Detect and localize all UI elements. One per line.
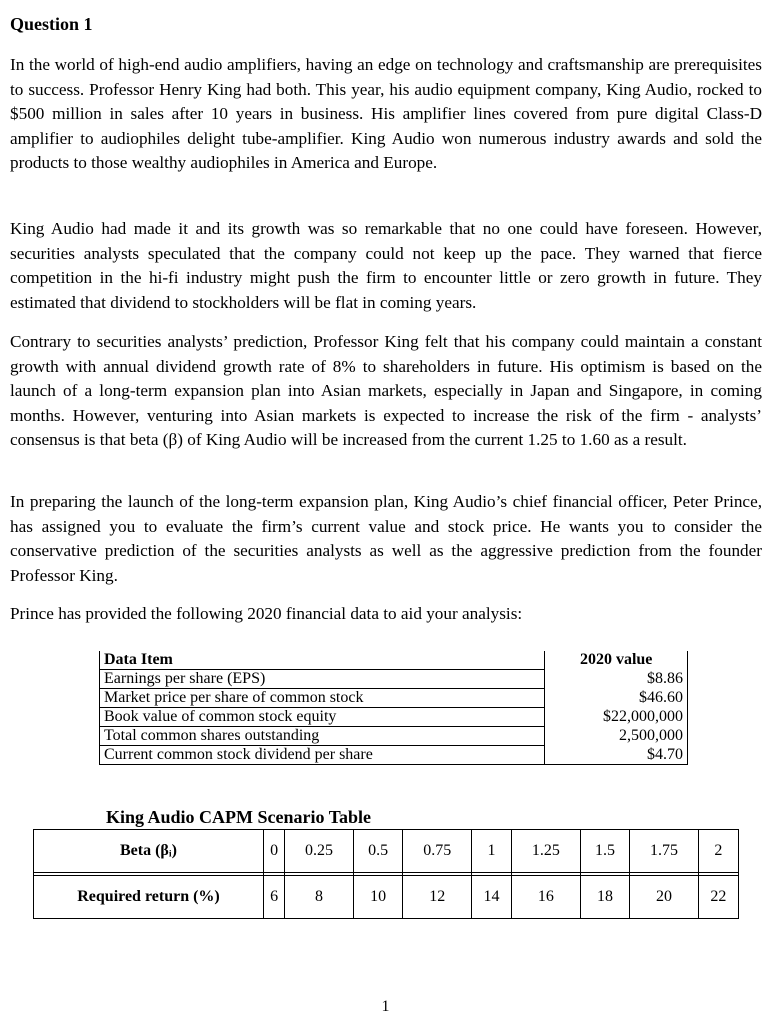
data-item-cell: Market price per share of common stock	[100, 689, 545, 708]
beta-cell: 0	[264, 830, 285, 873]
paragraph-intro: In the world of high-end audio amplifiers, having an edge on technology and craftsmanship are prerequisites to success. Professor Henry King had both. This year, his audio equipment company, King Audio, rocked to $500 million in sales after 10 years in business. His amplifier lines covered from pure digital Class-D amplifier to audiophiles delight tube-amplifier. King Audio won numerous industry awards and sold the products to those wealthy audiophiles in America and Europe.	[10, 55, 762, 173]
header-2020-value: 2020 value	[545, 651, 688, 670]
table-row	[100, 689, 688, 708]
return-cell: 20	[630, 876, 699, 919]
data-value-cell: $8.86	[545, 670, 688, 689]
paragraph-data-intro: Prince has provided the following 2020 financial data to aid your analysis:	[10, 604, 523, 623]
beta-cell: 1.5	[580, 830, 630, 873]
return-cell: 12	[403, 876, 472, 919]
capm-scenario-table	[33, 829, 739, 919]
table-row	[100, 708, 688, 727]
data-item-cell: Current common stock dividend per share	[100, 746, 545, 765]
data-item-cell: Earnings per share (EPS)	[100, 670, 545, 689]
return-cell: 6	[264, 876, 285, 919]
data-value-cell: $22,000,000	[545, 708, 688, 727]
header-data-item: Data Item	[100, 651, 545, 670]
return-cell: 16	[512, 876, 581, 919]
data-value-cell: 2,500,000	[545, 727, 688, 746]
financial-data-table	[99, 651, 688, 765]
beta-cell: 1.25	[512, 830, 581, 873]
paragraph-analysts: King Audio had made it and its growth was so remarkable that no one could have foreseen. However, securities analysts speculated that the company could not keep up the pace. They warned that fierce competition in the hi-fi industry might push the firm to encounter little or zero growth in future. They estimated that dividend to stockholders will be flat in coming years.	[10, 219, 762, 312]
beta-cell: 0.5	[353, 830, 403, 873]
return-cell: 18	[580, 876, 630, 919]
required-return-row	[34, 876, 739, 919]
data-value-cell: $46.60	[545, 689, 688, 708]
beta-row	[34, 830, 739, 873]
paragraph-growth: Contrary to securities analysts’ prediction, Professor King felt that his company could maintain a constant growth with annual dividend growth rate of 8% to shareholders in future. His optimism is based on the launch of a long-term expansion plan into Asian markets, especially in Japan and Singapore, in coming months. However, venturing into Asian markets is expected to increase the risk of the firm - analysts’ consensus is that beta (β) of King Audio will be increased from the current 1.25 to 1.60 as a result.	[10, 332, 762, 450]
beta-cell: 0.75	[403, 830, 472, 873]
return-row-header: Required return (%)	[34, 876, 264, 919]
return-cell: 10	[353, 876, 403, 919]
return-cell: 14	[471, 876, 511, 919]
data-value-cell: $4.70	[545, 746, 688, 765]
beta-cell: 2	[698, 830, 738, 873]
data-item-cell: Total common shares outstanding	[100, 727, 545, 746]
beta-cell: 1.75	[630, 830, 699, 873]
table-row	[100, 746, 688, 765]
question-title: Question 1	[10, 14, 93, 34]
return-cell: 8	[285, 876, 354, 919]
table-row	[100, 727, 688, 746]
beta-row-header: Beta (βᵢ)	[34, 830, 264, 873]
beta-cell: 0.25	[285, 830, 354, 873]
page-number: 1	[381, 998, 390, 1015]
beta-cell: 1	[471, 830, 511, 873]
paragraph-assignment: In preparing the launch of the long-term expansion plan, King Audio’s chief financial officer, Peter Prince, has assigned you to evaluate the firm’s current value and stock price. He wants you to consider the conservative prediction of the securities analysts as well as the aggressive prediction from the founder Professor King.	[10, 492, 762, 585]
table-row	[100, 670, 688, 689]
return-cell: 22	[698, 876, 738, 919]
capm-table-title: King Audio CAPM Scenario Table	[106, 807, 372, 827]
data-item-cell: Book value of common stock equity	[100, 708, 545, 727]
